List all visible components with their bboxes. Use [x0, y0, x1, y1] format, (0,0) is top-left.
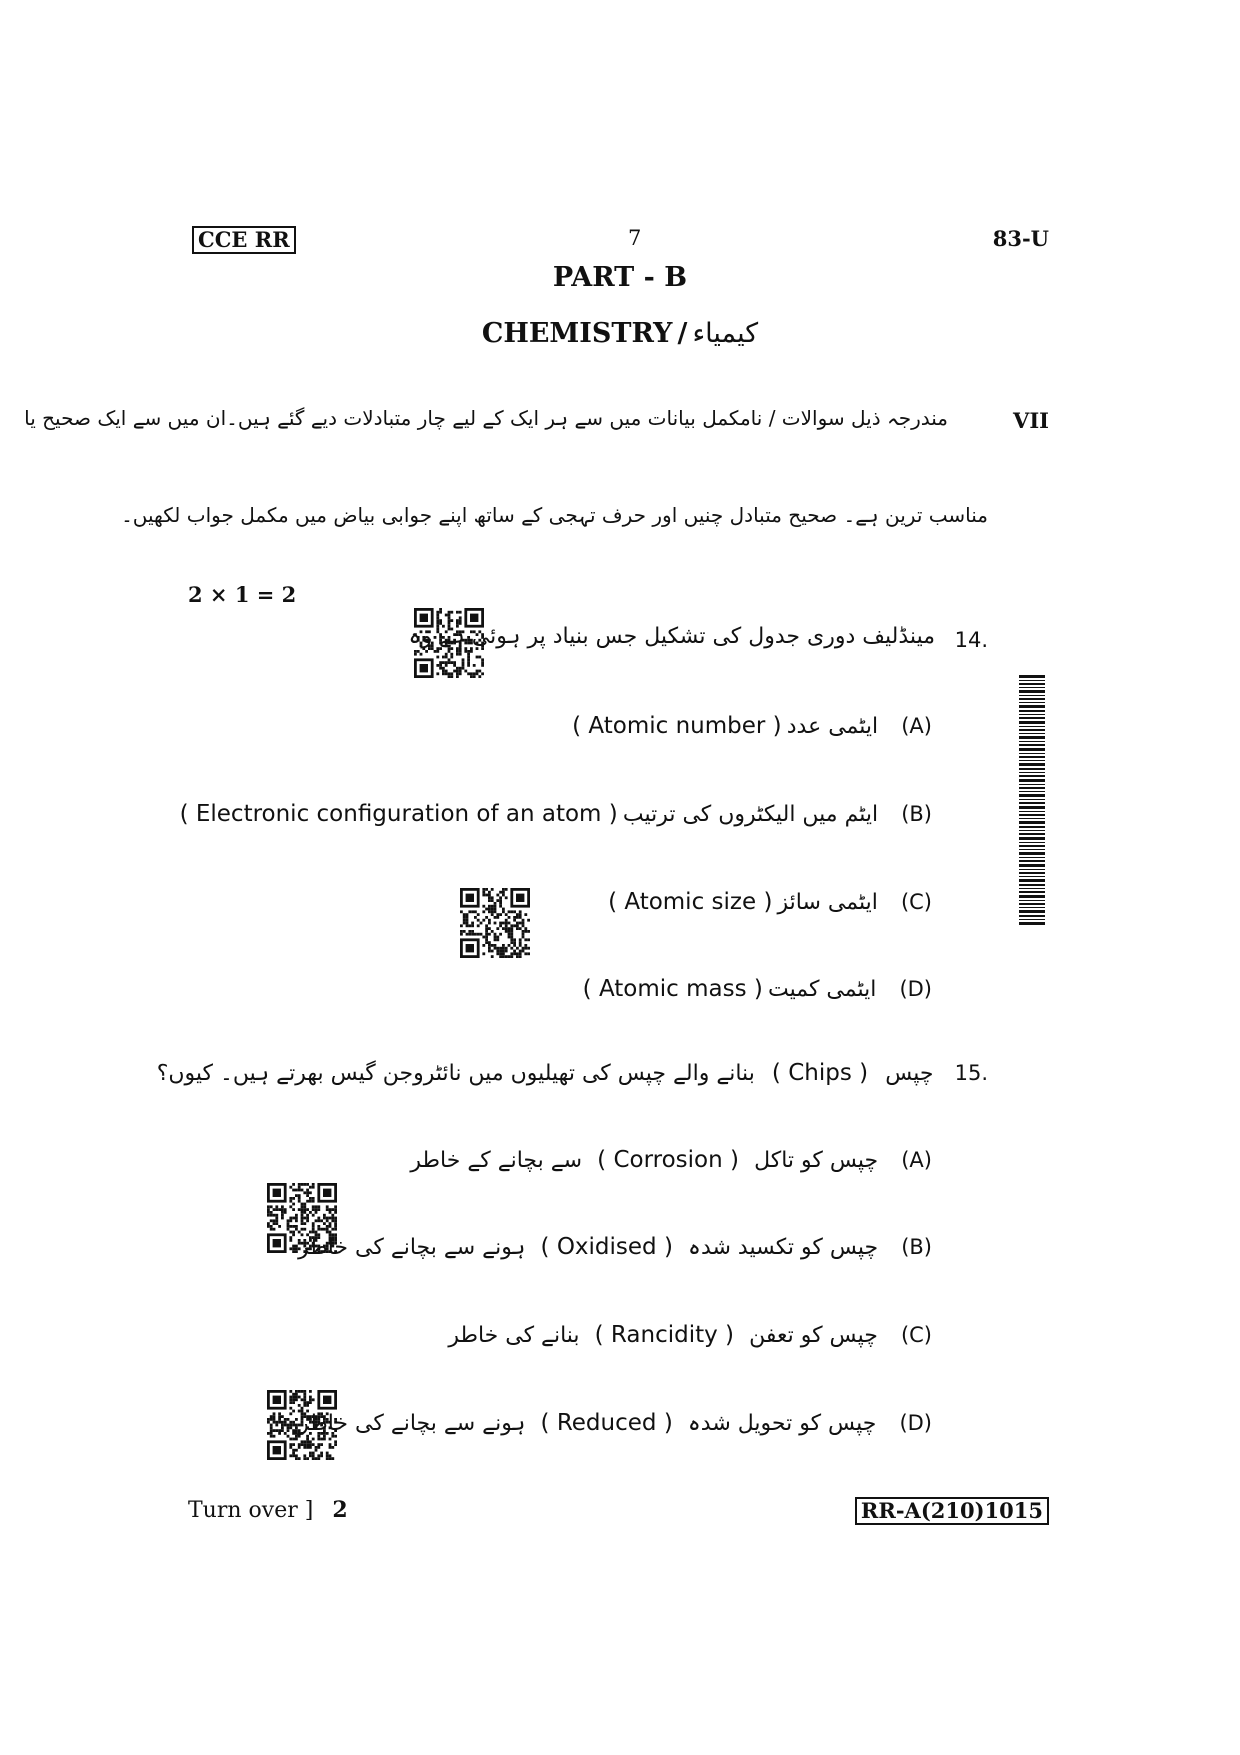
option-label: (C) — [900, 890, 932, 914]
option-english: ( Electronic configuration of an atom ) — [179, 801, 618, 827]
barcode-graphic — [1019, 675, 1045, 927]
option-urdu-after: سے بچانے کے خاطر — [410, 1148, 583, 1173]
q14-option-b — [180, 801, 932, 827]
question-15-text-before: چپس — [885, 1061, 934, 1086]
section-number: VII — [1013, 408, 1049, 433]
option-label: (A) — [901, 1148, 932, 1172]
option-urdu-after: ہونے سے بچانے کی خاطر — [298, 1411, 526, 1436]
question-15 — [157, 1060, 988, 1086]
sheet-number: 2 — [332, 1497, 348, 1523]
option-english: ( Atomic mass ) — [582, 976, 763, 1002]
turn-over-text: Turn over ] — [188, 1498, 314, 1523]
question-15-english: ( Chips ) — [771, 1060, 869, 1086]
footer-left — [188, 1497, 348, 1523]
option-label: (C) — [900, 1323, 932, 1347]
option-urdu: ایٹمی عدد — [786, 714, 879, 739]
option-urdu-before: چپس کو تکسید شدہ — [688, 1235, 879, 1260]
part-title: PART - B — [552, 262, 688, 293]
question-14-text: مینڈلیف دوری جدول کی تشکیل جس بنیاد پر ہوئی ہے وہ — [408, 624, 935, 649]
option-urdu-before: چپس کو تحویل شدہ — [687, 1411, 877, 1436]
header-right-code: 83-U — [992, 226, 1049, 251]
page-number: 7 — [628, 226, 642, 250]
option-urdu: ایٹمی سائز — [777, 890, 878, 915]
option-english: ( Atomic number ) — [572, 713, 782, 739]
option-label: (D) — [899, 977, 932, 1001]
option-urdu-before: چپس کو تاکل — [754, 1148, 879, 1173]
barcode — [1019, 675, 1045, 927]
subject-urdu: کیمیاء — [692, 318, 759, 349]
instruction-line-1: مندرجہ ذیل سوالات / نامکمل بیانات میں سے ہر ایک کے لیے چار متبادلات دیے گئے ہیں۔ان میں سے ایک صحیح یا — [24, 406, 948, 430]
option-english: ( Corrosion ) — [597, 1147, 739, 1173]
option-label: (B) — [901, 802, 932, 826]
q14-option-d — [583, 976, 932, 1002]
header-left-code: CCE RR — [192, 226, 296, 254]
subject-english: CHEMISTRY — [481, 318, 673, 349]
option-urdu-after: ہونے سے بچانے کی خاطر — [298, 1235, 526, 1260]
option-urdu-before: چپس کو تعفن — [749, 1323, 878, 1348]
option-english: ( Reduced ) — [540, 1410, 673, 1436]
question-14-number: 14. — [954, 628, 988, 652]
option-urdu-after: بنانے کی خاطر — [448, 1323, 580, 1348]
footer-code: RR-A(210)1015 — [855, 1497, 1049, 1525]
subject-separator: / — [677, 318, 688, 349]
marks-scheme: 2 × 1 = 2 — [188, 582, 297, 607]
option-english: ( Atomic size ) — [608, 889, 773, 915]
question-15-number: 15. — [954, 1061, 988, 1085]
option-english: ( Oxidised ) — [540, 1234, 673, 1260]
q14-option-a — [572, 713, 932, 739]
option-label: (A) — [901, 714, 932, 738]
option-label: (B) — [901, 1235, 932, 1259]
subject-title — [0, 318, 1240, 349]
q14-option-c — [608, 889, 932, 915]
q15-option-d — [298, 1410, 932, 1436]
instruction-line-2: مناسب ترین ہے۔ صحیح متبادل چنیں اور حرف تہجی کے ساتھ اپنے جوابی بیاض میں مکمل جواب لکھیں۔ — [121, 503, 988, 527]
option-urdu: ایٹم میں الیکٹروں کی ترتیب — [622, 802, 879, 827]
option-label: (D) — [899, 1411, 932, 1435]
question-15-text-after: بنانے والے چپس کی تھیلیوں میں نائٹروجن گیس بھرتے ہیں۔ کیوں؟ — [156, 1061, 755, 1086]
q15-option-a — [410, 1147, 932, 1173]
q15-option-c — [448, 1322, 932, 1348]
qr-code-icon — [460, 888, 530, 958]
q15-option-b — [298, 1234, 932, 1260]
option-english: ( Rancidity ) — [594, 1322, 735, 1348]
option-urdu: ایٹمی کمیت — [767, 977, 877, 1002]
